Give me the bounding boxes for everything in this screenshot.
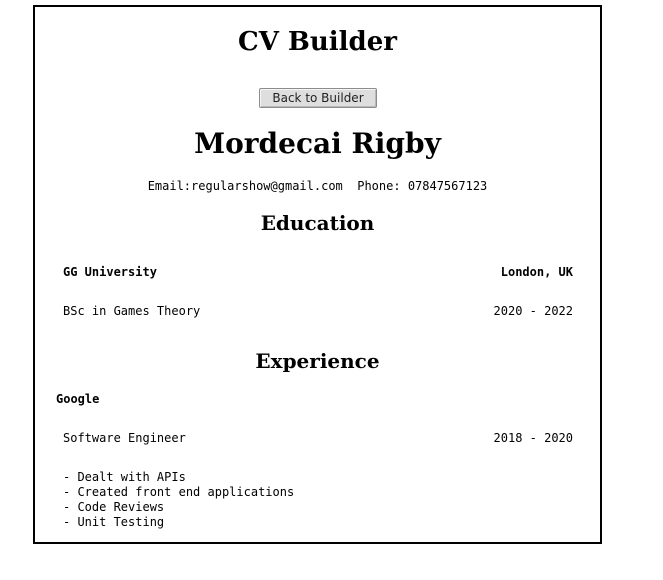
- education-heading: Education: [260, 211, 375, 235]
- list-item: - Dealt with APIs: [63, 470, 186, 484]
- experience-role: Software Engineer: [63, 431, 186, 445]
- education-degree: BSc in Games Theory: [63, 304, 201, 318]
- experience-company: Google: [56, 392, 100, 406]
- page-title: CV Builder: [238, 27, 397, 57]
- education-dates: 2020 - 2022: [493, 304, 573, 318]
- list-item: - Created front end applications: [63, 485, 295, 499]
- list-item: - Code Reviews: [63, 500, 165, 514]
- education-institution: GG University: [63, 265, 157, 279]
- experience-bullet-list: [63, 470, 294, 530]
- experience-heading: Experience: [255, 349, 380, 373]
- email-label: Email:: [147, 179, 192, 193]
- experience-dates: 2018 - 2020: [493, 431, 573, 445]
- cv-name: Mordecai Rigby: [194, 127, 441, 160]
- email-value: regularshow@gmail.com: [191, 179, 343, 193]
- back-to-builder-button[interactable]: Back to Builder: [259, 88, 377, 108]
- cv-preview-panel: [33, 5, 602, 544]
- contact-line: [35, 178, 600, 194]
- phone-value: 07847567123: [407, 179, 488, 193]
- education-location: London, UK: [500, 265, 573, 279]
- list-item: - Unit Testing: [63, 515, 165, 529]
- phone-label: Phone:: [357, 179, 401, 193]
